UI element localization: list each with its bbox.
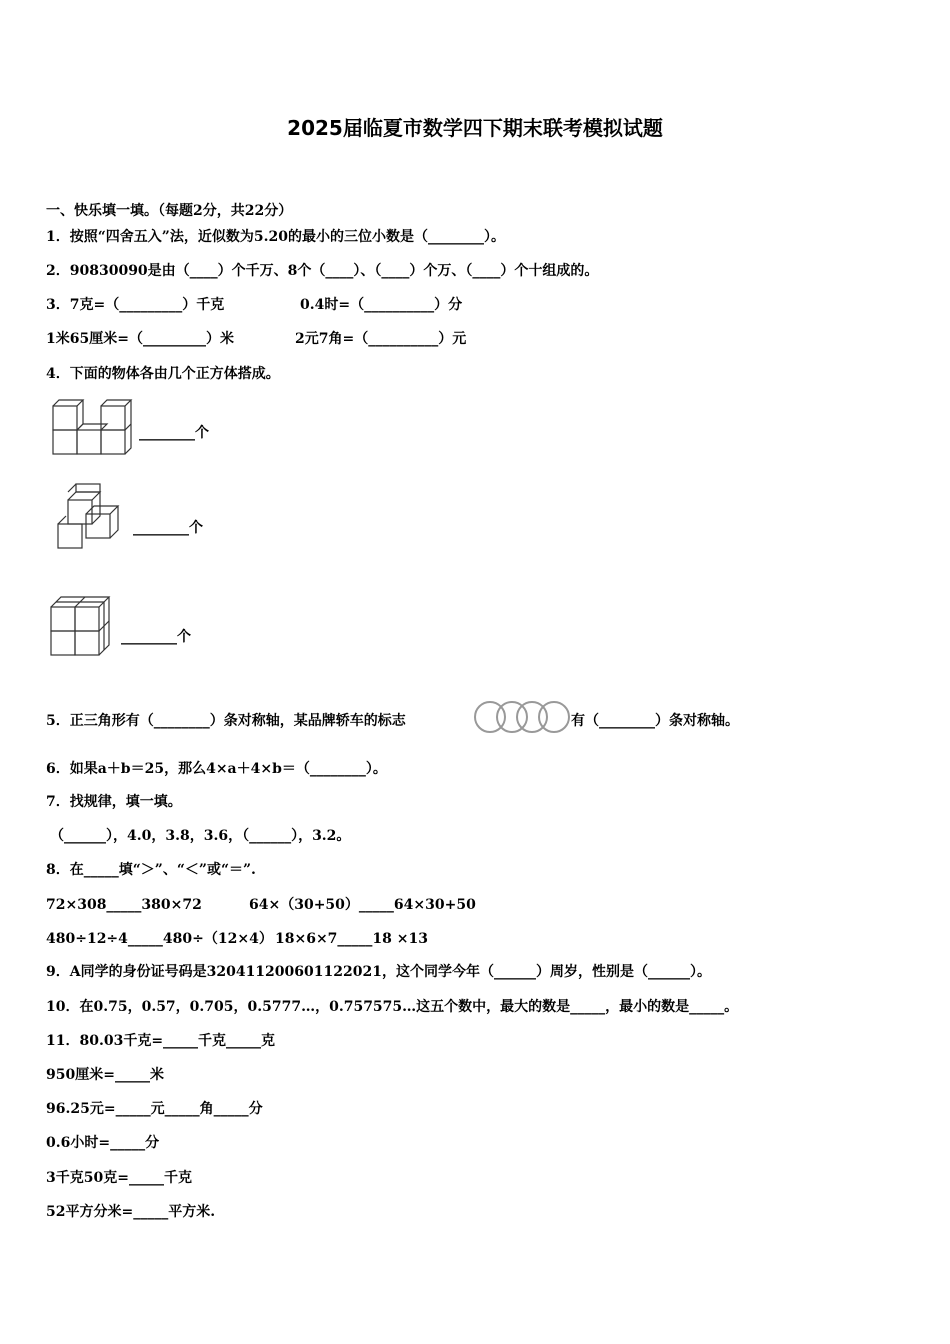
question-8c: 480÷12÷4_____480÷（12×4） <box>46 931 273 947</box>
question-11a: 11．80.03千克=_____千克_____克 <box>46 1033 276 1049</box>
answer-blank-3: ________个 <box>121 629 191 645</box>
question-8: 8．在_____填“＞”、“＜”或“＝”. <box>46 862 256 878</box>
question-3d: 2元7角=（__________）元 <box>295 331 467 347</box>
question-8d: 18×6×7_____18 ×13 <box>275 931 428 947</box>
cube-figure-3 <box>48 594 118 660</box>
section-heading: 一、快乐填一填。（每题2分，共22分） <box>46 203 293 219</box>
page-title: 2025届临夏市数学四下期末联考模拟试题 <box>287 116 663 140</box>
question-8a: 72×308_____380×72 <box>46 897 202 913</box>
question-9: 9．A同学的身份证号码是320411200601122021，这个同学今年（______）周岁，性别是（______）。 <box>46 964 711 980</box>
question-5-part-b: 有（________）条对称轴。 <box>571 713 739 729</box>
question-1: 1．按照“四舍五入”法，近似数为5.20的最小的三位小数是（________）。 <box>46 229 505 245</box>
question-10: 10．在0.75，0.57，0.705，0.5777…，0.757575…这五个数中，最大的数是_____，最小的数是_____。 <box>46 999 739 1015</box>
car-logo-rings <box>472 699 572 735</box>
question-7: 7．找规律，填一填。 <box>46 794 182 810</box>
question-8b: 64×（30+50）_____64×30+50 <box>249 897 476 913</box>
question-3a: 3．7克=（_________）千克 <box>46 297 225 313</box>
question-3b: 0.4时=（__________）分 <box>300 297 463 313</box>
question-5-part-a: 5．正三角形有（________）条对称轴，某品牌轿车的标志 <box>46 713 406 729</box>
question-11d: 0.6小时=_____分 <box>46 1135 160 1151</box>
question-11f: 52平方分米=_____平方米. <box>46 1204 216 1220</box>
cube-figure-1 <box>50 398 134 458</box>
question-7-sequence: （______），4.0，3.8，3.6，（______），3.2。 <box>50 828 351 844</box>
cube-figure-2 <box>55 482 129 552</box>
answer-blank-2: ________个 <box>133 520 203 536</box>
answer-blank-1: ________个 <box>139 425 209 441</box>
question-11e: 3千克50克=_____千克 <box>46 1170 192 1186</box>
question-11c: 96.25元=_____元_____角_____分 <box>46 1101 263 1117</box>
question-6: 6．如果a＋b＝25，那么4×a＋4×b＝（________）。 <box>46 761 387 777</box>
question-4: 4．下面的物体各由几个正方体搭成。 <box>46 366 280 382</box>
question-2: 2．90830090是由（____）个千万、8个（____）、（____）个万、（____）个十组成的。 <box>46 263 599 279</box>
question-11b: 950厘米=_____米 <box>46 1067 164 1083</box>
question-3c: 1米65厘米=（_________）米 <box>46 331 234 347</box>
